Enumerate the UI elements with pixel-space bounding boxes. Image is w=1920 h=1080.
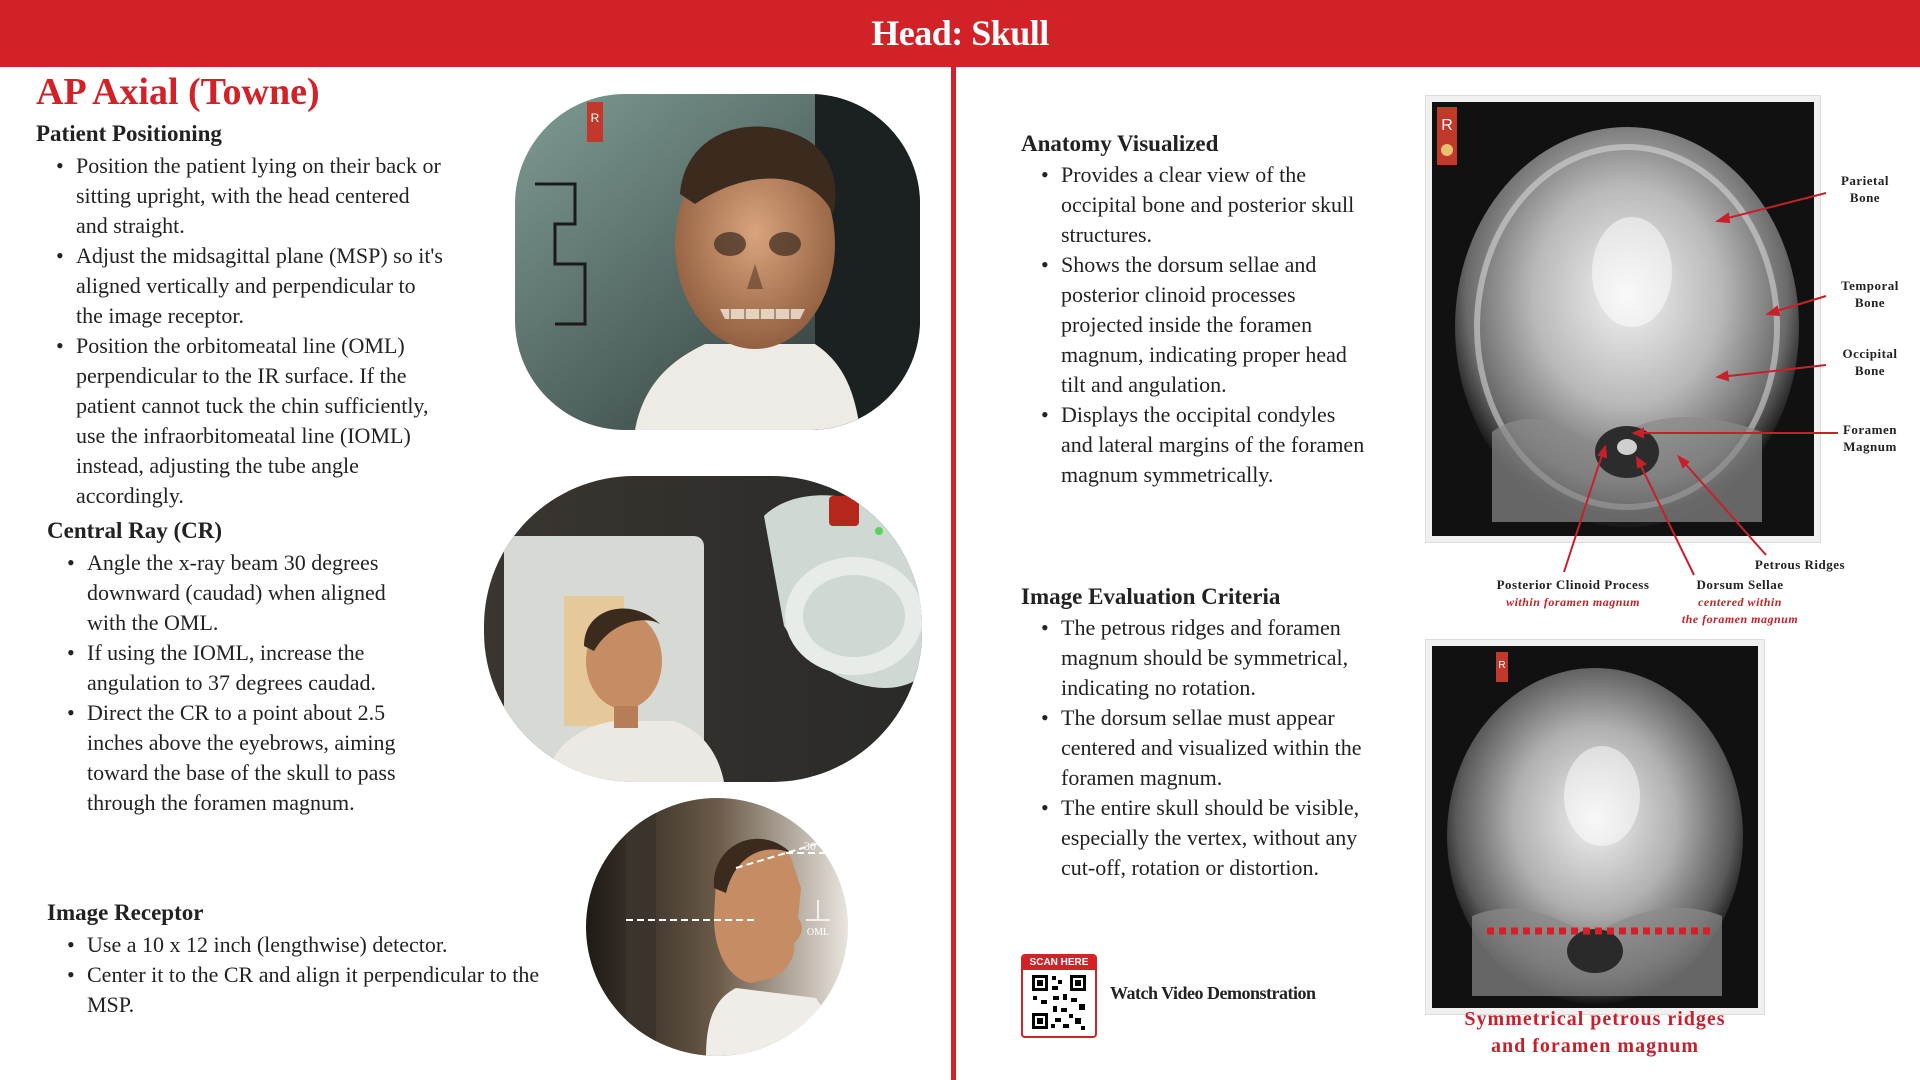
list-item: • Direct the CR to a point about 2.5 inches above the eyebrows, aiming toward the base of the skull to pass through the foramen magnum. (47, 698, 397, 818)
label-dorsum-sellae: Dorsum Sellae (1696, 577, 1784, 592)
page-title: Head: Skull (871, 13, 1049, 53)
central-ray-heading: Central Ray (CR) (47, 518, 223, 543)
positioning-photo-lateral-angle (586, 798, 848, 1056)
list-item: • The entire skull should be visible, especially the vertex, without any cut-off, rotation or distortion. (1021, 793, 1376, 883)
xray-r-marker: R (1441, 117, 1453, 134)
positioning-photo-xray-tube (484, 476, 922, 782)
list-item: • Provides a clear view of the occipital bone and posterior skull structures. (1021, 160, 1371, 250)
oml-label: OML (806, 927, 830, 938)
label-temporal-bone (1830, 277, 1910, 311)
list-item: • The petrous ridges and foramen magnum should be symmetrical, indicating no rotation. (1021, 613, 1376, 703)
label-line: Temporal (1841, 278, 1899, 293)
label-line: centered within (1698, 595, 1782, 609)
xray2-r-marker: R (1498, 660, 1506, 671)
label-line: Occipital (1842, 346, 1898, 361)
xray-annotated (1426, 96, 1820, 542)
xray-symmetrical (1426, 640, 1764, 1014)
list-item: • Use a 10 x 12 inch (lengthwise) detector. (47, 930, 547, 960)
list-item: • If using the IOML, increase the angulation to 37 degrees caudad. (47, 638, 397, 698)
label-dorsum-sellae-sub (1660, 594, 1820, 628)
label-line: Bone (1854, 363, 1886, 378)
evaluation-list (1021, 613, 1376, 883)
list-item: • Position the orbitomeatal line (OML) perpendicular to the IR surface. If the patient cannot tuck the chin sufficiently, use the infraorbitomeatal line (IOML) instead, adjusting the tube angle accordingly. (36, 331, 446, 511)
label-posterior-clinoid-sub: within foramen magnum (1506, 595, 1640, 609)
caption-line: and foramen magnum (1490, 1035, 1699, 1057)
list-item: • Shows the dorsum sellae and posterior clinoid processes projected inside the foramen magnum, indicating proper head tilt and angulation. (1021, 250, 1371, 400)
label-line: Parietal (1840, 173, 1890, 188)
anatomy-heading: Anatomy Visualized (1021, 131, 1219, 156)
label-foramen-magnum (1830, 421, 1910, 455)
anatomy-list (1021, 160, 1371, 490)
xray-caption (1420, 1006, 1770, 1060)
page-header (0, 0, 1920, 67)
qr-pattern (1023, 970, 1095, 1036)
central-ray-list (47, 548, 397, 818)
list-item: • Adjust the midsagittal plane (MSP) so it's aligned vertically and perpendicular to the image receptor. (36, 241, 446, 331)
qr-code[interactable] (1021, 954, 1097, 1038)
label-line: Bone (1849, 190, 1881, 205)
angle-label: 30° (804, 839, 821, 853)
evaluation-heading: Image Evaluation Criteria (1021, 584, 1281, 609)
list-item: • Position the patient lying on their back or sitting upright, with the head centered and straight. (36, 151, 446, 241)
list-item: • Center it to the CR and align it perpendicular to the MSP. (47, 960, 547, 1020)
r-marker-label: R (590, 111, 600, 125)
procedure-title: AP Axial (Towne) (36, 71, 320, 113)
label-line: Magnum (1843, 439, 1897, 454)
label-line: the foramen magnum (1681, 612, 1799, 626)
label-petrous-ridges: Petrous Ridges (1754, 557, 1846, 572)
label-occipital-bone (1830, 345, 1910, 379)
caption-line: Symmetrical petrous ridges (1464, 1008, 1726, 1030)
patient-positioning-list (36, 151, 446, 511)
qr-link-label[interactable]: Watch Video Demonstration (1110, 983, 1316, 1003)
label-posterior-clinoid: Posterior Clinoid Process (1496, 577, 1650, 592)
image-receptor-list (47, 930, 547, 1020)
column-divider (951, 67, 956, 1080)
list-item: • Displays the occipital condyles and lateral margins of the foramen magnum symmetrically. (1021, 400, 1371, 490)
list-item: • Angle the x-ray beam 30 degrees downward (caudad) when aligned with the OML. (47, 548, 397, 638)
qr-banner: SCAN HERE (1023, 956, 1095, 970)
patient-positioning-heading: Patient Positioning (36, 121, 222, 146)
label-line: Foramen (1842, 422, 1898, 437)
label-line: Bone (1854, 295, 1886, 310)
positioning-photo-skull-overlay (515, 94, 920, 430)
image-receptor-heading: Image Receptor (47, 900, 204, 925)
label-parietal-bone (1830, 172, 1900, 206)
list-item: • The dorsum sellae must appear centered and visualized within the foramen magnum. (1021, 703, 1376, 793)
